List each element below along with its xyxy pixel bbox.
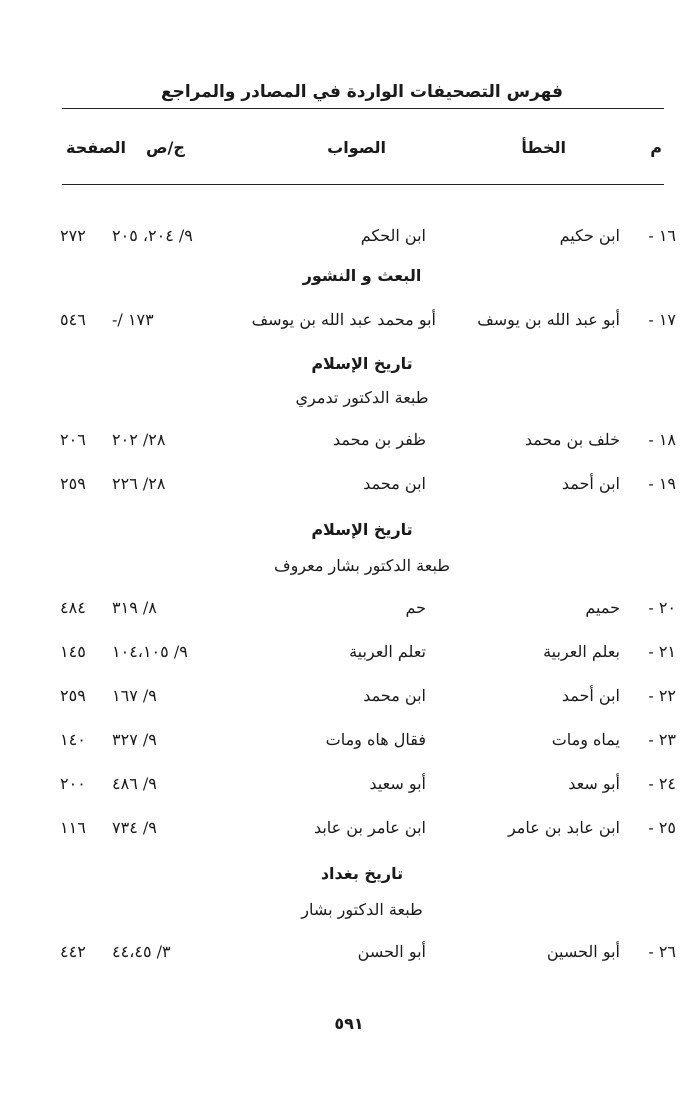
entry-wrong: أبو الحسين	[546, 942, 620, 961]
col-header-vol: ج/ص	[146, 138, 185, 157]
table-row	[0, 430, 698, 456]
table-row	[0, 474, 698, 500]
entry-right: أبو سعيد	[369, 774, 426, 793]
entry-page: ١٤٥	[60, 642, 86, 661]
entry-number: ١٨ -	[648, 430, 676, 449]
entry-volume-page: -/ ١٧٣	[112, 310, 154, 329]
entry-number: ٢٢ -	[648, 686, 676, 705]
entry-number: ٢٠ -	[648, 598, 676, 617]
entry-right: ابن عامر بن عابد	[313, 818, 426, 837]
page-number: ٥٩١	[334, 1014, 364, 1033]
table-row	[0, 774, 698, 800]
entry-number: ٢١ -	[648, 642, 676, 661]
col-header-page: الصفحة	[66, 138, 127, 157]
table-row	[0, 310, 698, 336]
section-title: تاريخ بغداد	[320, 864, 404, 883]
entry-wrong: يماه ومات	[551, 730, 620, 749]
section-subtitle: طبعة الدكتور بشار	[301, 900, 423, 919]
entry-volume-page: ٩/ ٧٣٤	[112, 818, 157, 837]
entry-wrong: ابن أحمد	[561, 474, 620, 493]
entry-right: حم	[405, 598, 426, 617]
col-header-num: م	[650, 138, 662, 157]
entry-volume-page: ٩/ ٣٢٧	[112, 730, 157, 749]
table-row	[0, 942, 698, 968]
entry-wrong: حميم	[585, 598, 620, 617]
entry-wrong: بعلم العربية	[543, 642, 620, 661]
table-row	[0, 642, 698, 668]
entry-page: ٢٥٩	[60, 474, 86, 493]
entry-number: ١٦ -	[648, 226, 676, 245]
entry-wrong: ابن حكيم	[559, 226, 620, 245]
entry-right: أبو الحسن	[357, 942, 426, 961]
table-row	[0, 686, 698, 712]
entry-right: ظفر بن محمد	[332, 430, 426, 449]
entry-wrong: أبو سعد	[568, 774, 620, 793]
entry-volume-page: ٩/ ١٦٧	[112, 686, 157, 705]
entry-page: ١٤٠	[60, 730, 86, 749]
entry-page: ٤٤٢	[60, 942, 86, 961]
header-rule	[62, 108, 664, 109]
running-head: فهرس التصحيفات الواردة في المصادر والمراجع	[160, 82, 564, 102]
entry-number: ٢٣ -	[648, 730, 676, 749]
section-title: البعث و النشور	[302, 266, 422, 285]
entry-number: ١٧ -	[648, 310, 676, 329]
entry-volume-page: ٨/ ٣١٩	[112, 598, 157, 617]
table-row	[0, 598, 698, 624]
entry-number: ١٩ -	[648, 474, 676, 493]
entry-right: ابن محمد	[363, 686, 426, 705]
entry-volume-page: ٩/ ٤٨٦	[112, 774, 157, 793]
col-header-wrong: الخطأ	[521, 138, 566, 157]
entry-wrong: ابن عابد بن عامر	[507, 818, 620, 837]
entry-page: ٢٠٠	[60, 774, 86, 793]
entry-wrong: أبو عبد الله بن يوسف	[477, 310, 620, 329]
entry-number: ٢٥ -	[648, 818, 676, 837]
entry-wrong: خلف بن محمد	[524, 430, 620, 449]
entry-right: ابن الحكم	[360, 226, 426, 245]
entry-right: فقال هاه ومات	[325, 730, 426, 749]
table-row	[0, 730, 698, 756]
entry-wrong: ابن أحمد	[561, 686, 620, 705]
entry-volume-page: ٣/ ٤٤،٤٥	[112, 942, 171, 961]
section-title: تاريخ الإسلام	[311, 520, 413, 539]
col-header-right: الصواب	[327, 138, 386, 157]
section-subtitle: طبعة الدكتور بشار معروف	[273, 556, 451, 575]
entry-page: ٤٨٤	[60, 598, 86, 617]
table-row	[0, 226, 698, 252]
section-subtitle: طبعة الدكتور تدمري	[295, 388, 429, 407]
entry-page: ٥٤٦	[60, 310, 86, 329]
column-header-rule	[62, 184, 664, 185]
section-title: تاريخ الإسلام	[311, 354, 413, 373]
entry-right: أبو محمد عبد الله بن يوسف	[251, 310, 436, 329]
entry-page: ٢٧٢	[60, 226, 86, 245]
entry-volume-page: ٢٨/ ٢٠٢	[112, 430, 166, 449]
table-row	[0, 818, 698, 844]
entry-page: ٢٥٩	[60, 686, 86, 705]
entry-volume-page: ٢٨/ ٢٢٦	[112, 474, 166, 493]
entry-page: ٢٠٦	[60, 430, 86, 449]
entry-right: تعلم العربية	[349, 642, 426, 661]
entry-volume-page: ٩/ ١٠٤،١٠٥	[112, 642, 188, 661]
entry-right: ابن محمد	[363, 474, 426, 493]
entry-number: ٢٦ -	[648, 942, 676, 961]
entry-page: ١١٦	[60, 818, 86, 837]
entry-number: ٢٤ -	[648, 774, 676, 793]
entry-volume-page: ٩/ ٢٠٤، ٢٠٥	[112, 226, 193, 245]
